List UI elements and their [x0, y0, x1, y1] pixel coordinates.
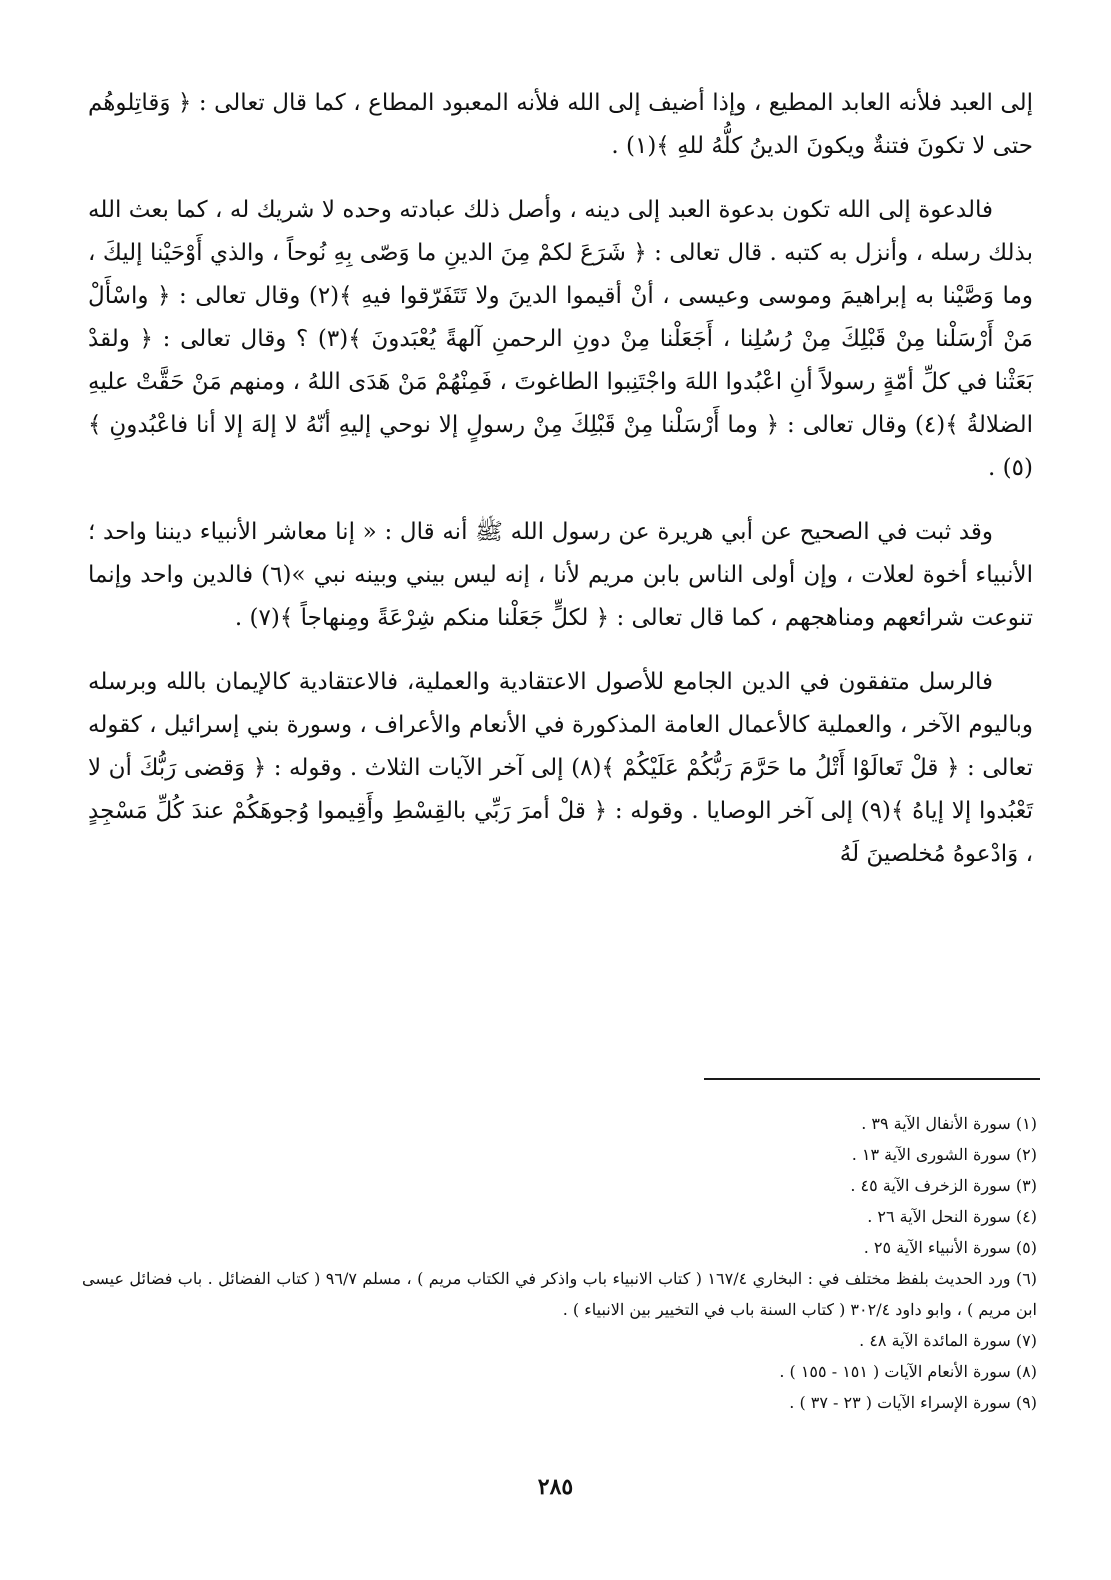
footnote-5: (٥) سورة الأنبياء الآية ٢٥ . — [863, 1238, 1037, 1257]
paragraph-4: فالرسل متفقون في الدين الجامع للأصول الاعتقادية والعملية، فالاعتقادية كالإيمان بالله وبرسله وباليوم الآخر ، والعملية كالأعمال العامة المذكورة في الأنعام والأعراف ، وسورة بني إسرائيل ، كقوله تعالى : ﴿ قلْ تَعالَوْا أَتْلُ ما حَرَّمَ رَبُّكُمْ عَلَيْكُمْ ﴾(٨) إلى آخر الآيات الثلاث . وقوله : ﴿ وَقضى رَبُّكَ أن لا تَعْبُدوا إلا إياهُ ﴾(٩) إلى آخر الوصايا . وقوله : ﴿ قلْ أمرَ رَبِّي بالقِسْطِ وأَقِيموا وُجوهَكُمْ عندَ كُلِّ مَسْجِدٍ ، وَادْعوهُ مُخلصينَ لَهُ — [88, 669, 1033, 867]
paragraph-2: فالدعوة إلى الله تكون بدعوة العبد إلى دينه ، وأصل ذلك عبادته وحده لا شريك له ، كما بعث الله بذلك رسله ، وأنزل به كتبه . قال تعالى : ﴿ شَرَعَ لكمْ مِنَ الدينِ ما وَصّى بِهِ نُوحاً ، والذي أَوْحَيْنا إليكَ ، وما وَصَّيْنا به إبراهيمَ وموسى وعيسى ، أنْ أقيموا الدينَ ولا تَتَفَرّقوا فيهِ ﴾(٢) وقال تعالى : ﴿ واسْأَلْ مَنْ أَرْسَلْنا مِنْ قَبْلِكَ مِنْ رُسُلِنا ، أَجَعَلْنا مِنْ دونِ الرحمنِ آلهةً يُعْبَدونَ ﴾(٣) ؟ وقال تعالى : ﴿ ولقدْ بَعَثْنا في كلِّ أمّةٍ رسولاً أنِ اعْبُدوا اللهَ واجْتَنِبوا الطاغوتَ ، فَمِنْهُمْ مَنْ هَدَى اللهُ ، ومنهم مَنْ حَقَّتْ عليهِ الضلالةُ ﴾(٤) وقال تعالى : ﴿ وما أَرْسَلْنا مِنْ قَبْلِكَ مِنْ رسولٍ إلا نوحي إليهِ أنّهُ لا إلهَ إلا أنا فاعْبُدونِ ﴾(٥) . — [88, 197, 1033, 481]
footnote-divider — [704, 1078, 1040, 1080]
footnotes-list — [82, 1108, 1037, 1418]
footnote-1: (١) سورة الأنفال الآية ٣٩ . — [861, 1114, 1037, 1133]
paragraph-gap — [88, 640, 1033, 661]
paragraph-3: وقد ثبت في الصحيح عن أبي هريرة عن رسول الله ﷺ أنه قال : « إنا معاشر الأنبياء ديننا واحد ؛ الأنبياء أخوة لعلات ، وإن أولى الناس بابن مريم لأنا ، إنه ليس بيني وبينه نبي »(٦) فالدين واحد وإنما تنوعت شرائعهم ومناهجهم ، كما قال تعالى : ﴿ لكلٍّ جَعَلْنا منكم شِرْعَةً ومِنهاجاً ﴾(٧) . — [88, 519, 1033, 631]
footnote-6: (٦) ورد الحديث بلفظ مختلف في : البخاري ١٦٧/٤ ( كتاب الانبياء باب واذكر في الكتاب مريم ) ، مسلم ٩٦/٧ ( كتاب الفضائل . باب فضائل عيسى ابن مريم ) ، وابو داود ٣٠٢/٤ ( كتاب السنة باب في التخيير بين الانبياء ) . — [82, 1269, 1038, 1319]
paragraph-gap — [88, 168, 1033, 189]
footnote-9: (٩) سورة الإسراء الآيات ( ٢٣ - ٣٧ ) . — [789, 1393, 1037, 1412]
main-text — [88, 82, 1033, 876]
footnote-8: (٨) سورة الأنعام الآيات ( ١٥١ - ١٥٥ ) . — [779, 1362, 1037, 1381]
footnote-2: (٢) سورة الشورى الآية ١٣ . — [851, 1145, 1037, 1164]
page-number: ٢٨٥ — [537, 1474, 574, 1500]
paragraph-1: إلى العبد فلأنه العابد المطيع ، وإذا أضيف إلى الله فلأنه المعبود المطاع ، كما قال تعالى : ﴿ وَقاتِلوهُم حتى لا تكونَ فتنةٌ ويكونَ الدينُ كلُّهُ للهِ ﴾(١) . — [88, 90, 1033, 159]
footnote-7: (٧) سورة المائدة الآية ٤٨ . — [859, 1331, 1037, 1350]
footnote-3: (٣) سورة الزخرف الآية ٤٥ . — [850, 1176, 1037, 1195]
paragraph-gap — [88, 490, 1033, 511]
footnote-4: (٤) سورة النحل الآية ٢٦ . — [867, 1207, 1037, 1226]
